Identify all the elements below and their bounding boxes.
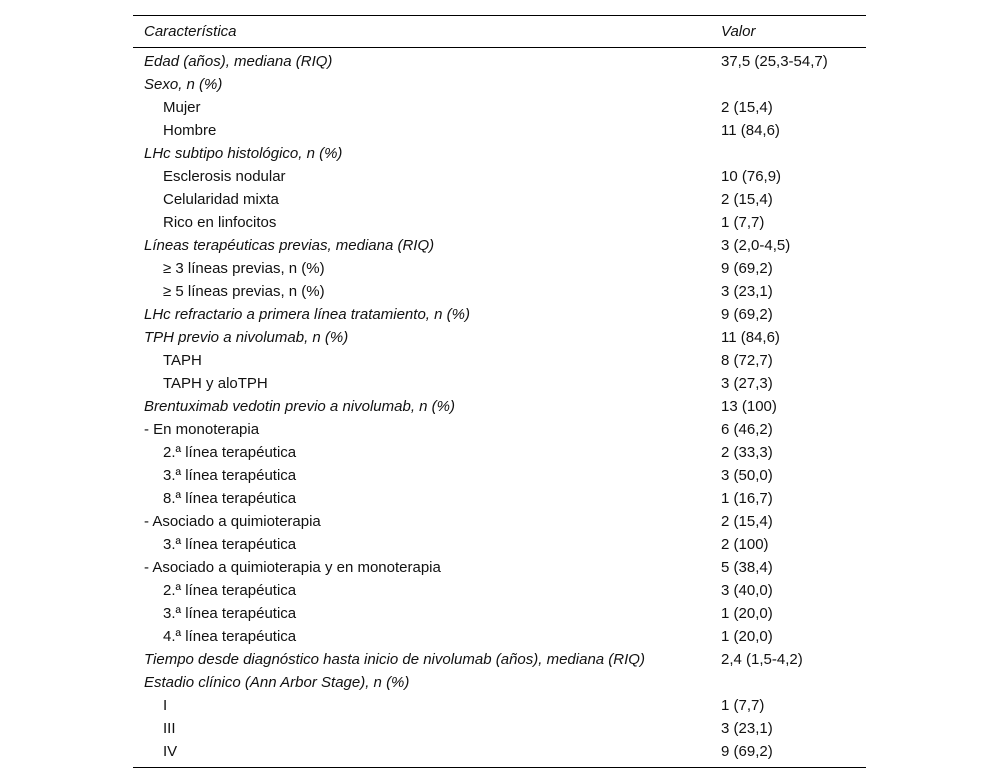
row-label: Mujer xyxy=(163,99,201,116)
table-row xyxy=(133,441,866,464)
row-value: 3 (40,0) xyxy=(721,582,773,599)
row-label: 2.ª línea terapéutica xyxy=(163,444,297,461)
table-row xyxy=(133,533,866,556)
table-row xyxy=(133,648,866,671)
table-body xyxy=(133,48,866,768)
table-row xyxy=(133,671,866,694)
row-value: 3 (23,1) xyxy=(721,283,773,300)
table-row xyxy=(133,73,866,96)
table-row xyxy=(133,740,866,768)
table-row xyxy=(133,418,866,441)
row-label: IV xyxy=(163,743,178,760)
table-row xyxy=(133,303,866,326)
row-label: III xyxy=(163,720,176,737)
row-label: - Asociado a quimioterapia xyxy=(144,513,321,530)
row-label: 2.ª línea terapéutica xyxy=(163,582,297,599)
row-label: Sexo, n (%) xyxy=(144,76,223,93)
table-row xyxy=(133,257,866,280)
row-value: 11 (84,6) xyxy=(721,122,780,139)
header-characteristic: Característica xyxy=(144,23,237,40)
row-label: Esclerosis nodular xyxy=(163,168,286,185)
table-row xyxy=(133,280,866,303)
row-label: TAPH y aloTPH xyxy=(163,375,268,392)
table-row xyxy=(133,510,866,533)
row-value: 9 (69,2) xyxy=(721,260,773,277)
row-value: 1 (20,0) xyxy=(721,628,773,645)
row-value: 1 (7,7) xyxy=(721,214,765,231)
table-row xyxy=(133,602,866,625)
table-row xyxy=(133,48,866,74)
row-label: Hombre xyxy=(163,122,217,139)
row-label: Celularidad mixta xyxy=(163,191,279,208)
row-label: 3.ª línea terapéutica xyxy=(163,467,297,484)
table-row xyxy=(133,487,866,510)
row-value xyxy=(710,142,866,165)
row-value: 11 (84,6) xyxy=(721,329,780,346)
row-label: 8.ª línea terapéutica xyxy=(163,490,297,507)
row-label: Líneas terapéuticas previas, mediana (RIQ) xyxy=(144,237,435,254)
row-label: Estadio clínico (Ann Arbor Stage), n (%) xyxy=(144,674,410,691)
row-value: 6 (46,2) xyxy=(721,421,773,438)
row-value: 3 (50,0) xyxy=(721,467,773,484)
row-value: 3 (27,3) xyxy=(721,375,773,392)
row-value: 2 (33,3) xyxy=(721,444,773,461)
row-value: 2 (15,4) xyxy=(721,191,773,208)
row-value: 10 (76,9) xyxy=(721,168,782,185)
row-label: TPH previo a nivolumab, n (%) xyxy=(144,329,349,346)
row-value: 3 (23,1) xyxy=(721,720,773,737)
row-value: 2 (15,4) xyxy=(721,99,773,116)
row-label: Edad (años), mediana (RIQ) xyxy=(144,53,333,70)
row-label: TAPH xyxy=(163,352,202,369)
table-row xyxy=(133,625,866,648)
row-label: 3.ª línea terapéutica xyxy=(163,605,297,622)
row-label: Rico en linfocitos xyxy=(163,214,277,231)
row-label: ≥ 5 líneas previas, n (%) xyxy=(163,283,325,300)
table-row xyxy=(133,717,866,740)
table-header xyxy=(133,16,866,48)
table-row xyxy=(133,579,866,602)
row-value: 8 (72,7) xyxy=(721,352,773,369)
row-value xyxy=(710,671,866,694)
row-label: 4.ª línea terapéutica xyxy=(163,628,297,645)
table-row xyxy=(133,349,866,372)
row-label: - En monoterapia xyxy=(144,421,260,438)
row-value: 5 (38,4) xyxy=(721,559,773,576)
characteristics-table-container xyxy=(133,15,866,768)
table-row xyxy=(133,464,866,487)
row-label: LHc subtipo histológico, n (%) xyxy=(144,145,343,162)
table-row xyxy=(133,165,866,188)
table-row xyxy=(133,694,866,717)
table-row xyxy=(133,119,866,142)
header-row xyxy=(133,16,866,48)
header-value: Valor xyxy=(721,23,756,40)
row-value: 2 (100) xyxy=(721,536,769,553)
row-value: 3 (2,0-4,5) xyxy=(721,237,791,254)
row-value xyxy=(710,73,866,96)
row-value: 2,4 (1,5-4,2) xyxy=(721,651,803,668)
row-value: 37,5 (25,3-54,7) xyxy=(721,53,828,70)
table-row xyxy=(133,395,866,418)
row-value: 1 (7,7) xyxy=(721,697,765,714)
row-value: 2 (15,4) xyxy=(721,513,773,530)
table-row xyxy=(133,556,866,579)
row-value: 9 (69,2) xyxy=(721,743,773,760)
characteristics-table xyxy=(133,15,866,768)
row-label: Brentuximab vedotin previo a nivolumab, n (%) xyxy=(144,398,455,415)
row-label: ≥ 3 líneas previas, n (%) xyxy=(163,260,325,277)
table-row xyxy=(133,234,866,257)
table-row xyxy=(133,142,866,165)
row-value: 1 (16,7) xyxy=(721,490,773,507)
row-label: - Asociado a quimioterapia y en monoterapia xyxy=(144,559,441,576)
table-row xyxy=(133,211,866,234)
row-value: 13 (100) xyxy=(721,398,777,415)
row-label: Tiempo desde diagnóstico hasta inicio de nivolumab (años), mediana (RIQ) xyxy=(144,651,645,668)
row-label: 3.ª línea terapéutica xyxy=(163,536,297,553)
row-value: 9 (69,2) xyxy=(721,306,773,323)
row-value: 1 (20,0) xyxy=(721,605,773,622)
table-row xyxy=(133,96,866,119)
table-row xyxy=(133,188,866,211)
row-label: LHc refractario a primera línea tratamiento, n (%) xyxy=(144,306,470,323)
table-row xyxy=(133,326,866,349)
row-label: I xyxy=(163,697,168,714)
table-row xyxy=(133,372,866,395)
